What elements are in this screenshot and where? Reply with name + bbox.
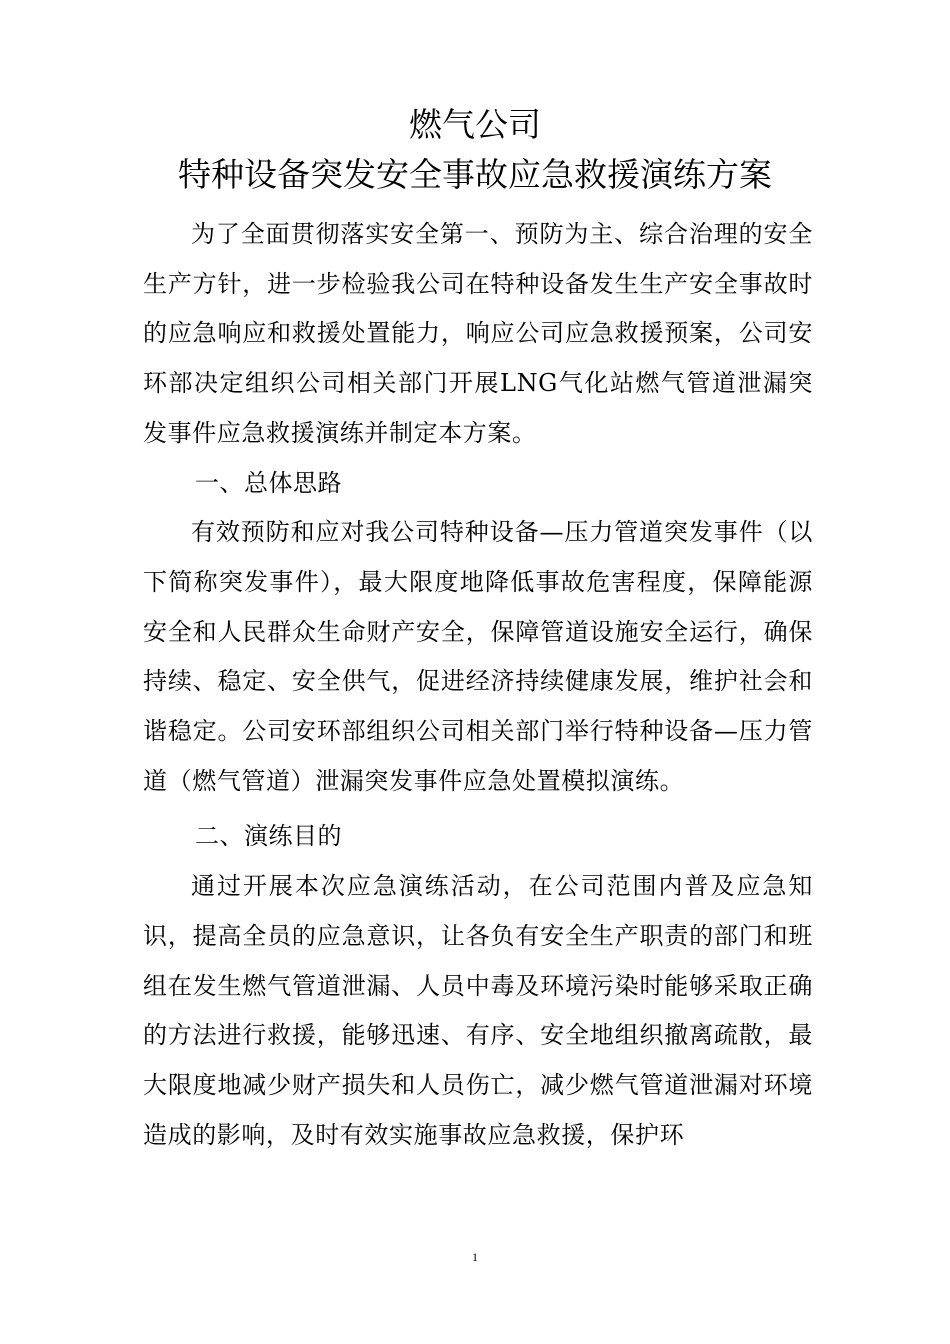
- title-line-plan: 特种设备突发安全事故应急救援演练方案: [178, 155, 772, 194]
- intro-paragraph: 为了全面贯彻落实安全第一、预防为主、综合治理的安全生产方针，进一步检验我公司在特种设备发生生产安全事故时的应急响应和救援处置能力，响应公司应急救援预案，公司安环部决定组织公司相关部门开展LNG气化站燃气管道泄漏突发事件应急救援演练并制定本方案。: [143, 220, 813, 447]
- section-heading-overall-approach: 一、总体思路: [195, 468, 342, 497]
- title-line-company: 燃气公司: [409, 105, 541, 144]
- document-title: [0, 100, 950, 200]
- section-heading-drill-purpose: 二、演练目的: [195, 822, 342, 851]
- document-body: [143, 210, 813, 1160]
- section-drill-purpose-paragraph: 通过开展本次应急演练活动，在公司范围内普及应急知识，提高全员的应急意识，让各负有安全生产职责的部门和班组在发生燃气管道泄漏、人员中毒及环境污染时能够采取正确的方法进行救援，能够迅速、有序、安全地组织撤离疏散，最大限度地减少财产损失和人员伤亡，减少燃气管道泄漏对环境造成的影响，及时有效实施事故应急救援，保护环: [143, 872, 813, 1149]
- section-overall-approach-paragraph: 有效预防和应对我公司特种设备—压力管道突发事件（以下简称突发事件），最大限度地降低事故危害程度，保障能源安全和人民群众生命财产安全，保障管道设施安全运行，确保持续、稳定、安全供气，促进经济持续健康发展，维护社会和谐稳定。公司安环部组织公司相关部门举行特种设备—压力管道（燃气管道）泄漏突发事件应急处置模拟演练。: [143, 518, 813, 795]
- page-number: 1: [472, 1250, 478, 1264]
